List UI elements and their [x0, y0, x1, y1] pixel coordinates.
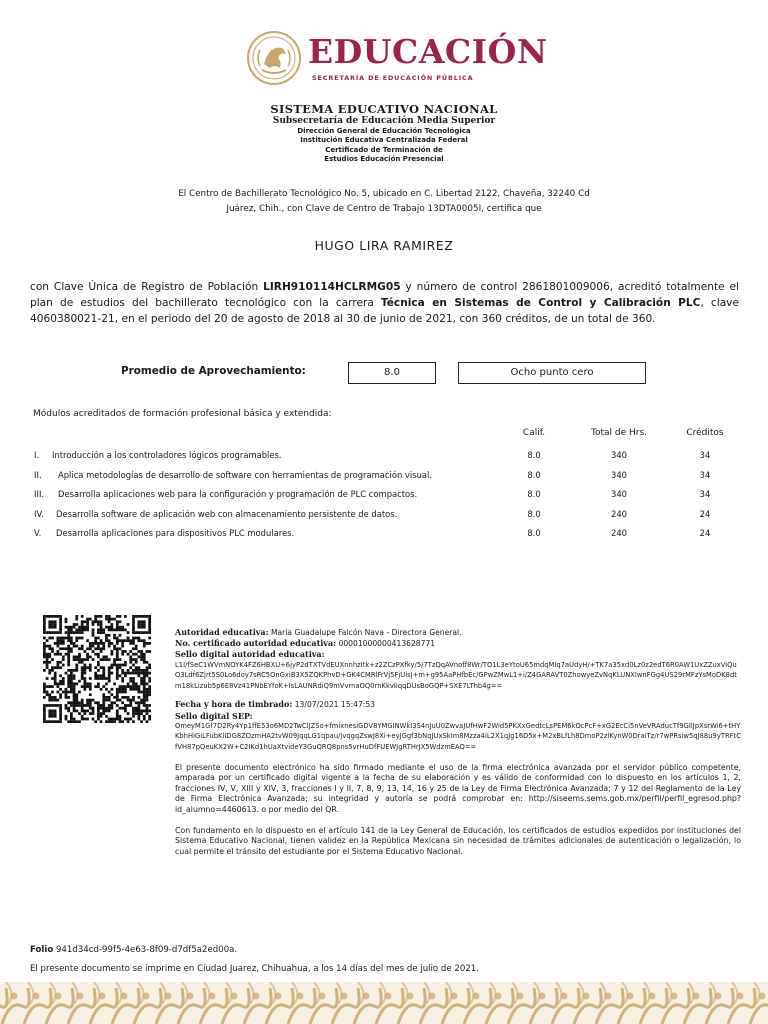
module-row	[0, 446, 768, 465]
col-calif-header: Calif.	[522, 428, 546, 438]
logo-wordmark: EDUCACIÓN	[308, 32, 548, 71]
module-creditos: 34	[699, 470, 711, 480]
header-line: Certificado de Terminación de	[325, 145, 443, 154]
module-horas: 240	[611, 528, 627, 538]
decorative-border-pattern-icon	[0, 982, 768, 1024]
sello-auth-value: L1I/fSeC1WVmNOYK4FZ6HBXU+6jyP2dTXTVdEUXnnhzItk+z2ZCzPXfky/5/7TzQqAVnoff8Wr/TO1L3eYtoU65mdqMIq7aUdyH/+TK7a35xd0Lz0z2edT6R0AW1UxZZuxViQuO3Ldf6Zjrt5S0Lo6doy7sRC5OnGxiB3X5ZQKPhvD+GK4CMRlFrVj5FjUisJ+m+g95AaPHfbEc/GPwZMwL1+i/Z4GARAVT0ZhowyeZvNqKLUNXIwnFGg4US29rMFzYsMoDK8dtm18kLizub5p6E8Vz41PNbEYfoK+IsLAUNRdiQ9mVvrnaOQ0rnKkvIiqqDUsBoGQP+SXE7LThb4g==	[175, 660, 737, 690]
sello-sep-label: Sello digital SEP:	[175, 710, 253, 721]
module-calif: 8.0	[527, 509, 541, 519]
institution-header	[184, 102, 584, 165]
mexico-coat-of-arms-icon	[246, 30, 302, 86]
certification-paragraph	[30, 279, 739, 328]
module-calif: 8.0	[527, 489, 541, 499]
module-row	[0, 485, 768, 504]
module-name: Desarrolla aplicaciones para dispositivos PLC modulares.	[56, 528, 295, 538]
module-horas: 340	[611, 489, 627, 499]
col-horas-header: Total de Hrs.	[590, 428, 647, 438]
intro-line-2: Juárez, Chih., con Clave de Centro de Trabajo 13DTA0005I, certifica que	[226, 204, 542, 214]
module-horas: 340	[611, 470, 627, 480]
curp-value: LIRH910114HCLRMG05	[263, 281, 401, 293]
cert-label: No. certificado autoridad educativa:	[175, 638, 337, 649]
student-name: HUGO LIRA RAMIREZ	[314, 238, 454, 253]
module-num: V.	[34, 528, 42, 538]
module-num: IV.	[34, 509, 44, 519]
legal-paragraph-2: Con fundamento en lo dispuesto en el artículo 141 de la Ley General de Educación, los certificados de estudios expedidos por instituciones del Sistema Educativo Nacional, tienen validez en la República Mexicana sin necesidad de trámites adicionales de autenticación o legalización, lo cual permite el tránsito del estudiante por el Sistema Educativo Nacional.	[175, 825, 741, 856]
module-creditos: 34	[699, 450, 711, 460]
intro-text	[100, 187, 668, 217]
col-creditos-header: Créditos	[686, 428, 724, 438]
module-creditos: 34	[699, 489, 711, 499]
module-calif: 8.0	[527, 470, 541, 480]
module-row	[0, 505, 768, 524]
module-row	[0, 466, 768, 485]
folio-value: 941d34cd-99f5-4e63-8f09-d7df5a2ed00a.	[53, 945, 238, 955]
module-creditos: 24	[699, 509, 711, 519]
control-text: y número de control 2861801009006, acreditó totalmente el plan de estudios del bachillerato tecnológico con la carrera	[30, 281, 740, 310]
cert-value: 00001000000413628771	[336, 639, 436, 649]
autoridad-label: Autoridad educativa:	[175, 627, 269, 637]
modules-title: Módulos acreditados de formación profesional básica y extendida:	[33, 409, 332, 419]
module-calif: 8.0	[527, 528, 541, 538]
subsecretaria: Subsecretaría de Educación Media Superior	[272, 116, 496, 126]
module-creditos: 24	[699, 528, 711, 538]
module-calif: 8.0	[527, 450, 541, 460]
digital-signature-block	[175, 627, 741, 857]
curp-prefix: con Clave Única de Registro de Población	[30, 281, 264, 293]
folio-label: Folio	[30, 945, 54, 955]
place-date-text: El presente documento se imprime en Ciudad Juarez, Chihuahua, a los 14 días del mes de julio de 2021.	[30, 964, 479, 974]
header-line: Estudios Educación Presencial	[324, 155, 444, 164]
module-name: Desarrolla software de aplicación web con almacenamiento persistente de datos.	[56, 509, 398, 519]
module-horas: 240	[611, 509, 627, 519]
header-line: Institución Educativa Centralizada Federal	[300, 136, 468, 145]
header-line: Dirección General de Educación Tecnológica	[297, 127, 471, 135]
system-title: SISTEMA EDUCATIVO NACIONAL	[270, 102, 498, 116]
sello-auth-label: Sello digital autoridad educativa:	[175, 649, 325, 660]
module-name: Desarrolla aplicaciones web para la configuración y programación de PLC compactos.	[58, 489, 418, 499]
folio	[30, 945, 237, 955]
sep-logo	[246, 30, 548, 98]
module-horas: 340	[611, 450, 627, 460]
sello-sep-value: OmeyM1Gf7D2Ry4Yp1ffE53o6MD2TwClJZSo+fmixnesiGDV8YMGINWkI3S4nJuU0ZwvaJUfHwF2Wid5PKXxGedtcLsPEM6kOcPcF+xG2EcCi5nVeVRAducTf9GIlJpXsrWi6+tHYKbhHiGiLFubKlIDG8ZOzmHA2tvW09JqqLG1qpau/jvqgqZswJ8Xi+eyJGgf3bNqJUxSkIm8Mzza4iL2X1qJg16D5x+M2xBLfLh8DmoP2zlKynW0DraiTz/r7wPRsiw5qJ88u9yTRFtCfVH87pQeuKX2W+C2IKd1hUaXtvideY3GuQRQ8pns5vrHuDfFUEWJgRTHrJX5WdzmEAQ==	[175, 721, 741, 751]
intro-line-1: El Centro de Bachillerato Tecnológico No. 5, ubicado en C. Libertad 2122, Chaveña, 32240 Cd	[178, 189, 590, 199]
module-num: I.	[34, 450, 40, 460]
promedio-label: Promedio de Aprovechamiento:	[121, 365, 306, 377]
qr-code-icon[interactable]	[43, 615, 151, 723]
period-text: , clave 4060380021-21, en el periodo del 20 de agosto de 2018 al 30 de junio de 2021, con 360 créditos, de un total de 360.	[30, 297, 739, 326]
logo-subtitle: SECRETARÍA DE EDUCACIÓN PÚBLICA	[312, 74, 474, 82]
fecha-label: Fecha y hora de timbrado:	[175, 699, 293, 710]
module-num: II.	[34, 470, 42, 480]
promedio-words: Ocho punto cero	[458, 362, 646, 384]
module-name: Aplica metodologías de desarrollo de software con herramientas de programación visual.	[58, 470, 433, 480]
module-name: Introducción a los controladores lógicos programables.	[52, 450, 282, 460]
module-row	[0, 524, 768, 543]
autoridad-value: María Guadalupe Falcón Nava - Directora General.	[268, 628, 462, 637]
promedio-value: 8.0	[348, 362, 436, 384]
carrera-value: Técnica en Sistemas de Control y Calibración PLC	[380, 297, 701, 310]
fecha-value: 13/07/2021 15:47:53	[292, 700, 376, 710]
module-num: III.	[34, 489, 45, 499]
legal-paragraph-1: El presente documento electrónico ha sido firmado mediante el uso de la firma electrónica avanzada por el servidor público competente, amparada por un certificado digital vigente a la fecha de su elaboración y es válido de conformidad con lo dispuesto en los artículos 1, 2, fracciones IV, V, XIII y XIV, 3, fracciones I y II, 7, 8, 9, 13, 14, 16 y 25 de la Ley de Firma Electrónica Avanzada; 7 y 12 del Reglamento de la Ley de Firma Electrónica Avanzada; su integridad y autoría se podrá comprobar en: http://siseems.sems.gob.mx/perfil/perfil_egresod.php?id_alumno=4460613. o por medio del QR.	[175, 762, 741, 814]
